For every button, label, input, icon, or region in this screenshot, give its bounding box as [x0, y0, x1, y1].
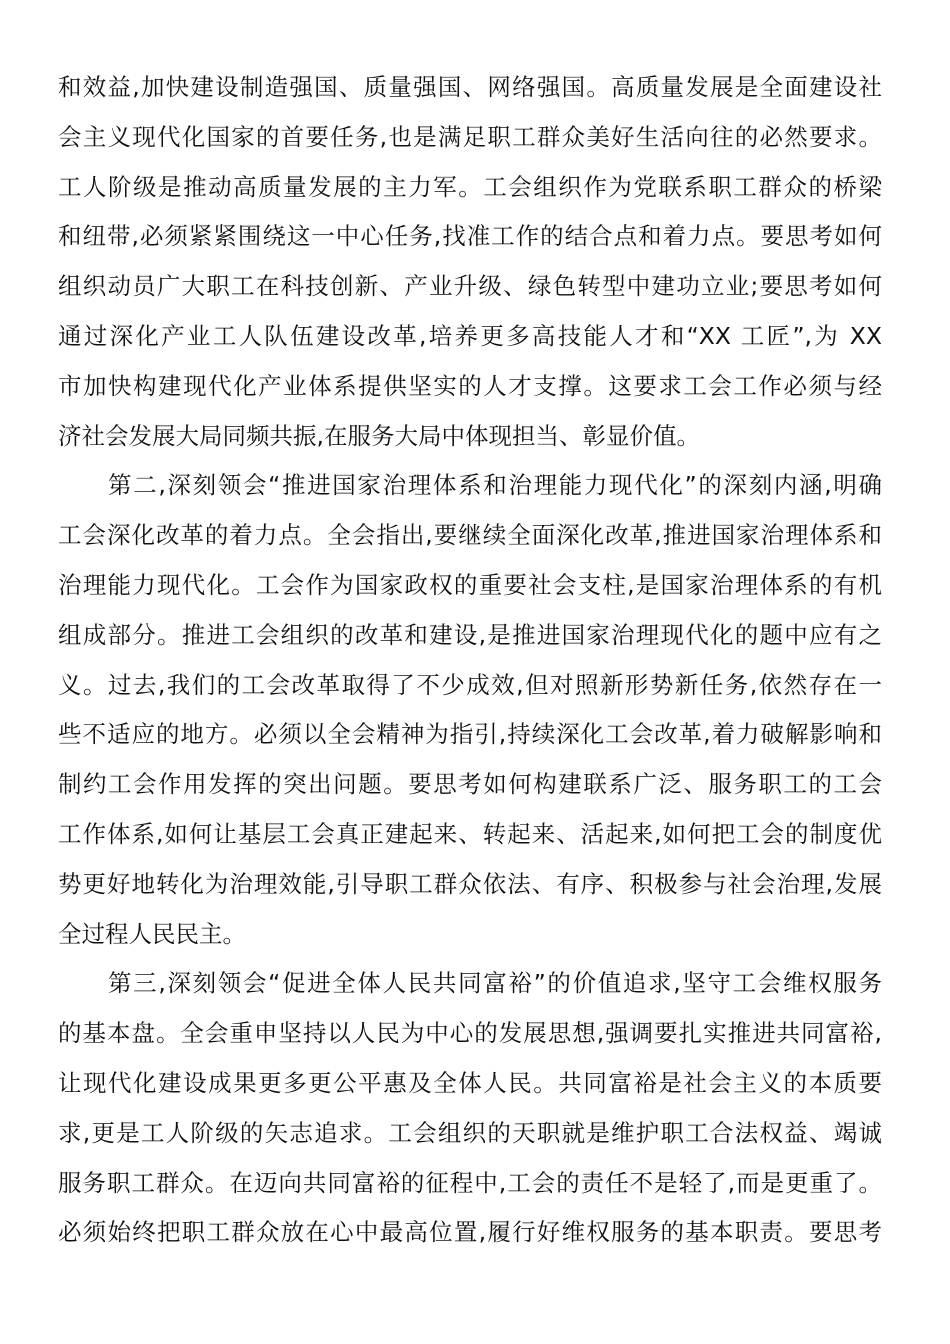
text-line: 势更好地转化为治理效能,引导职工群众依法、有序、积极参与社会治理,发展: [58, 869, 882, 898]
paragraph-third: [58, 959, 882, 1258]
text-line: 济社会发展大局同频共振,在服务大局中体现担当、彰显价值。: [58, 421, 700, 450]
text-line: 服务职工群众。在迈向共同富裕的征程中,工会的责任不是轻了,而是更重了。: [58, 1168, 882, 1197]
text-line: 全过程人民民主。: [58, 919, 246, 948]
document-page: [58, 63, 882, 1258]
text-line: 组成部分。推进工会组织的改革和建设,是推进国家治理现代化的题中应有之: [58, 620, 882, 649]
text-line: 工人阶级是推动高质量发展的主力军。工会组织作为党联系职工群众的桥梁: [58, 172, 882, 201]
text-line: 会主义现代化国家的首要任务,也是满足职工群众美好生活向往的必然要求。: [58, 122, 882, 151]
paragraph-continuation: [58, 63, 882, 461]
text-line: 工会深化改革的着力点。全会指出,要继续全面深化改革,推进国家治理体系和: [58, 521, 882, 550]
text-line: 必须始终把职工群众放在心中最高位置,履行好维权服务的基本职责。要思考: [58, 1218, 882, 1247]
text-line: 工作体系,如何让基层工会真正建起来、转起来、活起来,如何把工会的制度优: [58, 819, 882, 848]
text-line: 市加快构建现代化产业体系提供坚实的人才支撑。这要求工会工作必须与经: [58, 371, 882, 400]
text-line: 让现代化建设成果更多更公平惠及全体人民。共同富裕是社会主义的本质要: [58, 1068, 882, 1097]
text-line: 组织动员广大职工在科技创新、产业升级、绿色转型中建功立业;要思考如何: [58, 272, 882, 301]
text-line: 通过深化产业工人队伍建设改革,培养更多高技能人才和“XX 工匠”,为 XX: [58, 321, 882, 350]
paragraph-second: [58, 461, 882, 959]
text-line: 和纽带,必须紧紧围绕这一中心任务,找准工作的结合点和着力点。要思考如何: [58, 222, 882, 251]
text-line: 和效益,加快建设制造强国、质量强国、网络强国。高质量发展是全面建设社: [58, 73, 882, 101]
text-line: 求,更是工人阶级的矢志追求。工会组织的天职就是维护职工合法权益、竭诚: [58, 1118, 882, 1147]
text-line: 治理能力现代化。工会作为国家政权的重要社会支柱,是国家治理体系的有机: [58, 570, 882, 599]
text-line: 的基本盘。全会重申坚持以人民为中心的发展思想,强调要扎实推进共同富裕,: [58, 1019, 882, 1048]
text-line: 第二,深刻领会“推进国家治理体系和治理能力现代化”的深刻内涵,明确: [108, 471, 882, 500]
text-line: 制约工会作用发挥的突出问题。要思考如何构建联系广泛、服务职工的工会: [58, 770, 882, 799]
text-line: 些不适应的地方。必须以全会精神为指引,持续深化工会改革,着力破解影响和: [58, 720, 882, 749]
text-line: 义。过去,我们的工会改革取得了不少成效,但对照新形势新任务,依然存在一: [58, 670, 882, 699]
text-line: 第三,深刻领会“促进全体人民共同富裕”的价值追求,坚守工会维权服务: [108, 969, 882, 998]
